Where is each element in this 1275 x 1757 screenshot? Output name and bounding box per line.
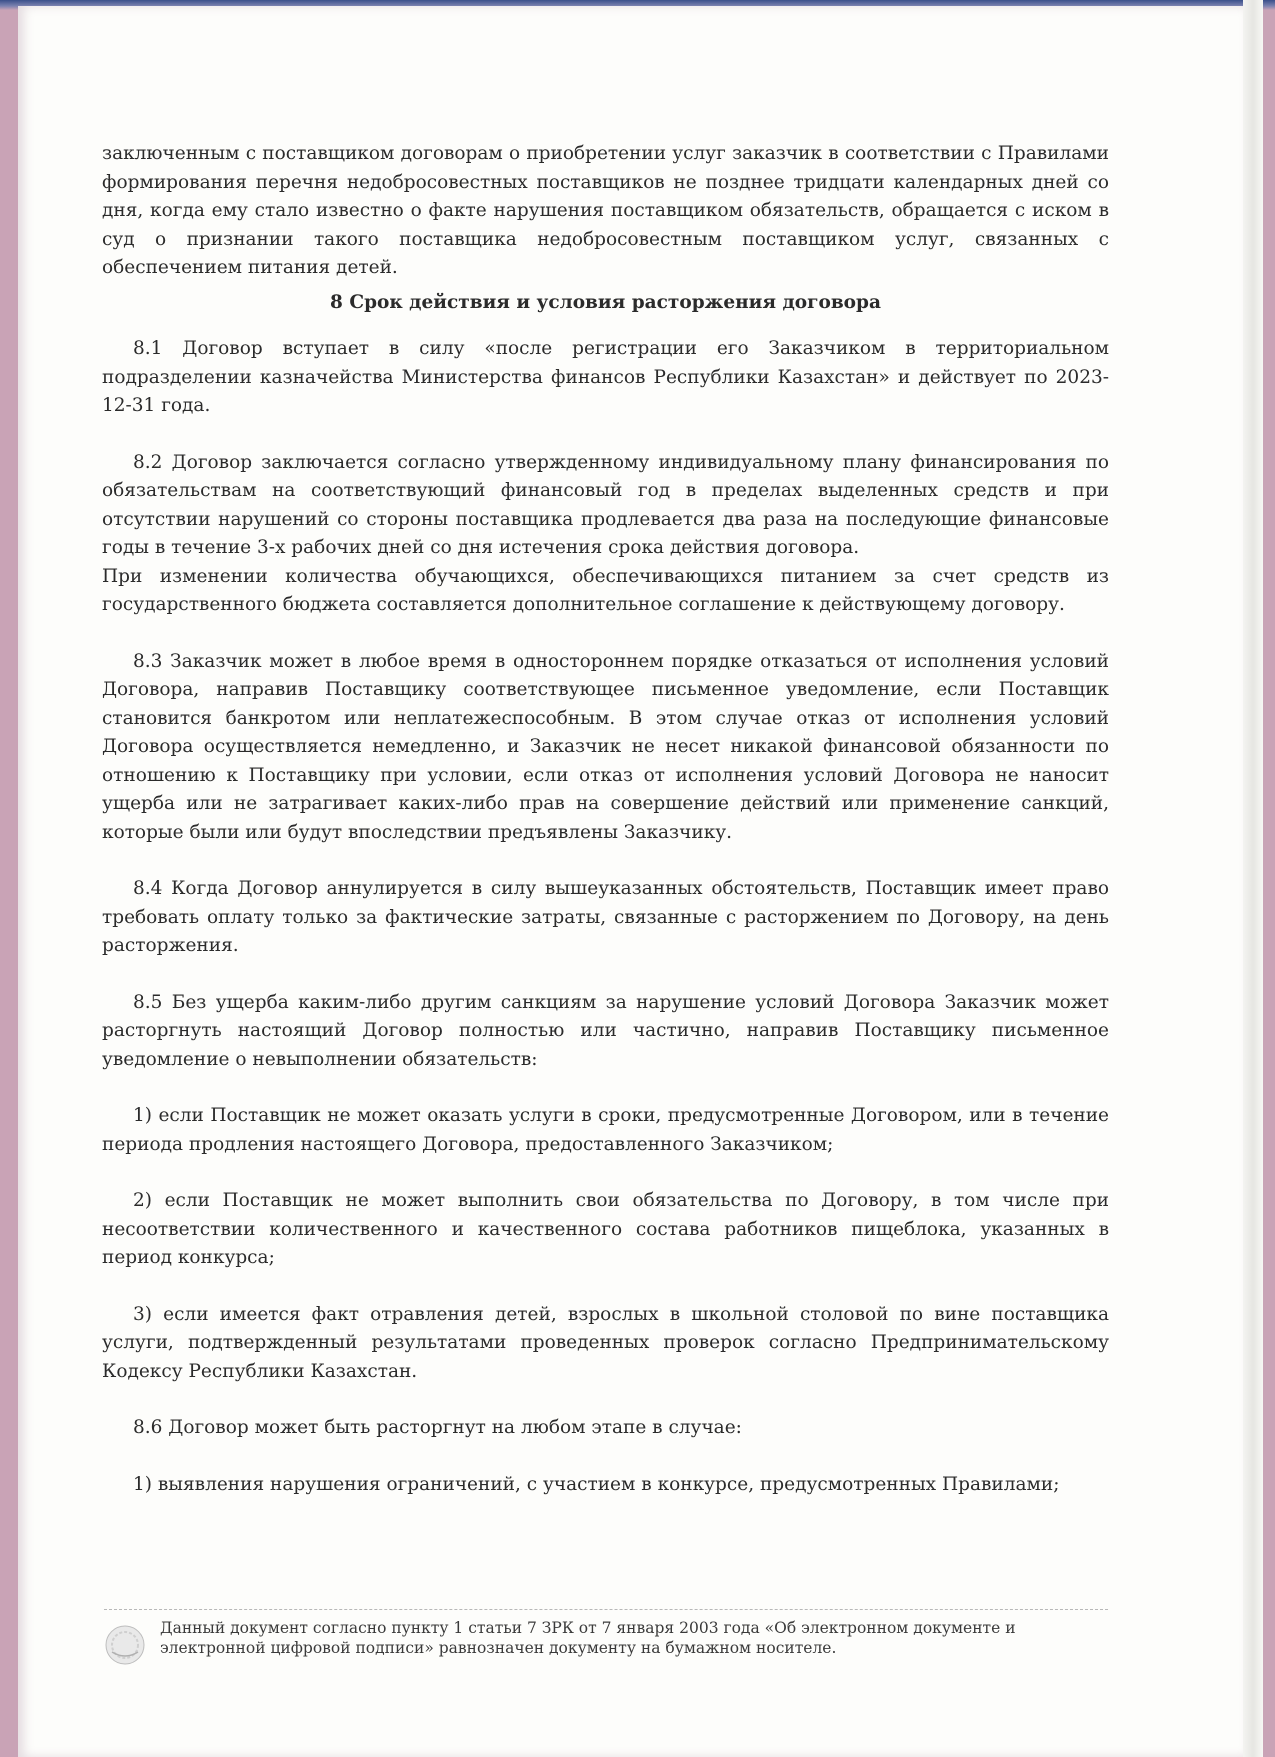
clause-8-5-item-1: 1) если Поставщик не может оказать услуги в сроки, предусмотренные Договором, или в течение периода продления настоящего Договора, предоставленного Заказчиком; [102,1105,1109,1155]
clause-8-5: 8.5 Без ущерба каким-либо другим санкциям за нарушение условий Договора Заказчик может расторгнуть настоящий Договор полностью или частично, направив Поставщику письменное уведомление о невыполнении обязательств: [102,991,1109,1070]
intro-paragraph: заключенным с поставщиком договорам о приобретении услуг заказчик в соответствии с Правилами формирования перечня недобросовестных поставщиков не позднее тридцати календарных дней со дня, когда ему стало известно о факте нарушения поставщиком обязательств, обращается с иском в суд о признании такого поставщика недобросовестным поставщиком услуг, связанных с обеспечением питания детей. [102,143,1109,278]
clause-8-6: 8.6 Договор может быть расторгнут на любом этапе в случае: [133,1417,742,1438]
footer-text [160,1618,1016,1658]
footer-line-2: электронной цифровой подписи» равнозначен документу на бумажном носителе. [160,1639,837,1657]
section-heading: 8 Срок действия и условия расторжения договора [330,291,881,313]
clause-8-5-item-2: 2) если Поставщик не может выполнить свои обязательства по Договору, в том числе при несоответствии количественного и качественного состава работников пищеблока, указанных в период конкурса; [102,1190,1109,1268]
footer-line-1: Данный документ согласно пункту 1 статьи 7 ЗРК от 7 января 2003 года «Об электронном документе и [160,1619,1016,1637]
page-stack-edge [1243,0,1263,1757]
clause-8-2: 8.2 Договор заключается согласно утвержденному индивидуальному плану финансирования по обязательствам на соответствующий финансовый год в пределах выделенных средств и при отсутствии нарушений со стороны поставщика продлевается два раза на последующие финансовые годы в течение 3-х рабочих дней со дня истечения срока действия договора. [102,451,1109,558]
document-body [102,140,1109,1527]
clause-8-5-item-3: 3) если имеется факт отравления детей, взрослых в школьной столовой по вине поставщика услуги, подтвержденный результатами проведенных проверок согласно Предпринимательскому Кодексу Республики Казахстан. [102,1303,1109,1382]
e-document-footer [104,1609,1108,1666]
clause-8-1: 8.1 Договор вступает в силу «после регистрации его Заказчиком в территориальном подразделении казначейства Министерства финансов Республики Казахстан» и действует по 2023-12-31 года. [102,338,1109,416]
clause-8-2-extra: При изменении количества обучающихся, обеспечивающихся питанием за счет средств из государственного бюджета составляется дополнительное соглашение к действующему договору. [102,565,1109,615]
e-signature-seal-icon [104,1624,146,1666]
clause-8-6-item-1: 1) выявления нарушения ограничений, с участием в конкурсе, предусмотренных Правилами; [133,1473,1060,1495]
clause-8-4: 8.4 Когда Договор аннулируется в силу вышеуказанных обстоятельств, Поставщик имеет право требовать оплату только за фактические затраты, связанные с расторжением по Договору, на день расторжения. [102,878,1109,956]
clause-8-3: 8.3 Заказчик может в любое время в одностороннем порядке отказаться от исполнения условий Договора, направив Поставщику соответствующее письменное уведомление, если Поставщик становится банкротом или неплатежеспособным. В этом случае отказ от исполнения условий Договора осуществляется немедленно, и Заказчик не несет никакой финансовой обязанности по отношению к Поставщику при условии, если отказ от исполнения условий Договора не наносит ущерба или не затрагивает каких-либо прав на совершение действий или применение санкций, которые были или будут впоследствии предъявлены Заказчику. [102,650,1109,843]
